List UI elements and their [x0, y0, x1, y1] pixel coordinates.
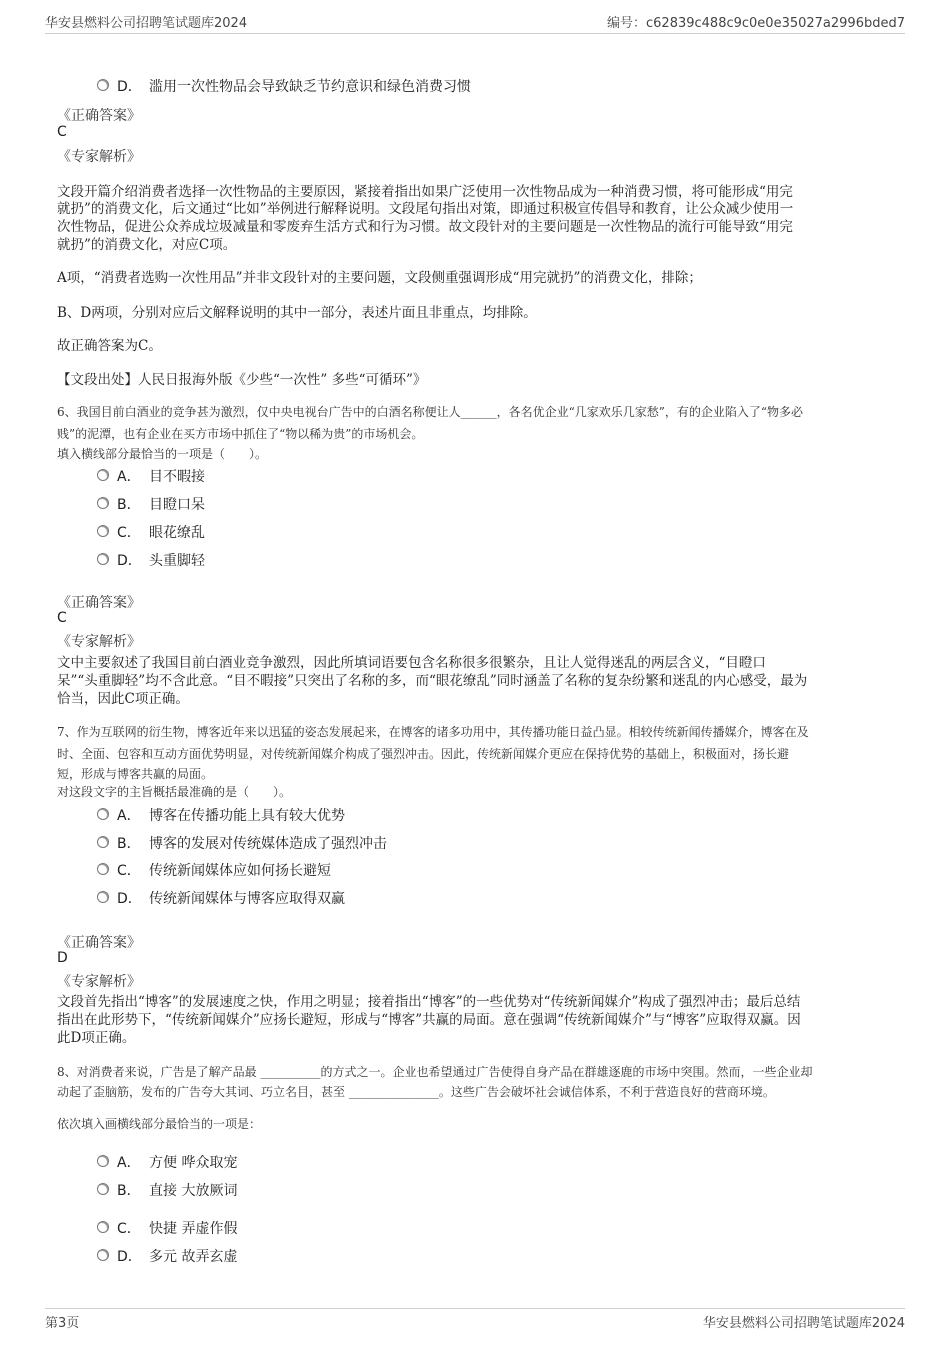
option-text: 直接 大放厥词 [149, 1183, 238, 1199]
option-text: 方便 哗众取宠 [149, 1155, 238, 1171]
radio-icon[interactable] [97, 808, 109, 820]
q5-para-a: A项，“消费者选购一次性用品”并非文段针对的主要问题，文段侧重强调形成“用完就扔”的消费文化，排除； [57, 270, 702, 286]
q7-answer: D [57, 950, 68, 966]
option-letter: A． [117, 808, 141, 824]
q8-stem-line: 动起了歪脑筋，发布的广告夸大其词、巧立名目，甚至 _______________。这些广告会破坏社会诚信体系，不利于营造良好的营商环境。 [57, 1085, 775, 1099]
q6-stem-line: 6、我国目前白酒业的竞争甚为激烈，仅中央电视台广告中的白酒名称便让人______，各名优企业“几家欢乐几家愁”，有的企业陷入了“物多必 [57, 405, 804, 419]
option-letter: B． [117, 497, 141, 513]
q5-answer-label: 《正确答案》 [57, 108, 141, 124]
q7-answer-label: 《正确答案》 [57, 935, 141, 951]
radio-icon[interactable] [97, 1249, 109, 1261]
page-header [45, 12, 905, 32]
radio-icon[interactable] [97, 79, 109, 91]
q7-analysis-line: 文段首先指出“博客”的发展速度之快，作用之明显；接着指出“博客”的一些优势对“传统新闻媒介”构成了强烈冲击；最后总结 [57, 994, 801, 1010]
header-title: 华安县燃料公司招聘笔试题库2024 [45, 16, 248, 31]
header-serial: 编号：c62839c488c9c0e0e35027a2996bded7 [607, 16, 905, 31]
option-text: 传统新闻媒体与博客应取得双赢 [149, 891, 345, 907]
option-text: 目不暇接 [149, 469, 205, 485]
option-letter: A． [117, 1155, 141, 1171]
q7-analysis-line: 指出在此形势下，“传统新闻媒介”应扬长避短，形成与“博客”共赢的局面。意在强调“传统新闻媒介”与“博客”应取得双赢。因 [57, 1012, 801, 1028]
option-text: 多元 故弄玄虚 [149, 1249, 238, 1265]
q6-analysis-label: 《专家解析》 [57, 634, 141, 650]
radio-icon[interactable] [97, 497, 109, 509]
q5-analysis-line: 次性物品，促进公众养成垃圾减量和零废弃生活方式和行为习惯。故文段针对的主要问题是一次性物品的流行可能导致“用完 [57, 219, 793, 235]
radio-icon[interactable] [97, 1155, 109, 1167]
q5-source: 【文段出处】人民日报海外版《少些“一次性” 多些“可循环”》 [57, 372, 427, 388]
page-number: 第3页 [45, 1316, 80, 1331]
option-letter: A． [117, 469, 141, 485]
q7-analysis-line: 此D项正确。 [57, 1030, 136, 1046]
option-letter: D． [117, 1249, 142, 1265]
option-letter: D． [117, 891, 142, 907]
q6-answer: C [57, 610, 67, 626]
option-letter: C． [117, 525, 141, 541]
q6-analysis-line: 文中主要叙述了我国目前白酒业竞争激烈，因此所填词语要包含名称很多很繁杂，且让人觉得迷乱的两层含义，“目瞪口 [57, 655, 766, 671]
header-divider [45, 33, 905, 34]
q5-answer: C [57, 124, 67, 140]
q6-analysis-line: 呆”“头重脚轻”均不含此意。“目不暇接”只突出了名称的多，而“眼花缭乱”同时涵盖了名称的复杂纷繁和迷乱的内心感受，最为 [57, 673, 808, 689]
q8-prompt: 依次填入画横线部分最恰当的一项是： [57, 1117, 262, 1131]
option-text: 头重脚轻 [149, 553, 205, 569]
q7-stem-line: 时、全面、包容和互动方面优势明显，对传统新闻媒介构成了强烈冲击。因此，传统新闻媒介更应在保持优势的基础上，积极面对，扬长避 [57, 747, 790, 761]
q5-analysis-line: 文段开篇介绍消费者选择一次性物品的主要原因，紧接着指出如果广泛使用一次性物品成为一种消费习惯，将可能形成“用完 [57, 184, 793, 200]
option-text: 传统新闻媒体应如何扬长避短 [149, 863, 331, 879]
q6-answer-label: 《正确答案》 [57, 595, 141, 611]
q8-stem-line: 8、对消费者来说，广告是了解产品最 __________的方式之一。企业也希望通过广告使得自身产品在群雄逐鹿的市场中突围。然而，一些企业却 [57, 1065, 813, 1079]
q6-prompt: 填入横线部分最恰当的一项是（ ）。 [57, 447, 268, 461]
q7-stem-line: 短，形成与博客共赢的局面。 [57, 767, 214, 781]
option-text: 博客的发展对传统媒体造成了强烈冲击 [149, 836, 387, 852]
option-text: 滥用一次性物品会导致缺乏节约意识和绿色消费习惯 [149, 79, 471, 95]
radio-icon[interactable] [97, 553, 109, 565]
option-letter: D． [117, 79, 142, 95]
option-letter: C． [117, 863, 141, 879]
radio-icon[interactable] [97, 863, 109, 875]
q5-conclusion: 故正确答案为C。 [57, 338, 162, 354]
option-letter: D． [117, 553, 142, 569]
q7-prompt: 对这段文字的主旨概括最准确的是（ ）。 [57, 785, 292, 799]
option-text: 博客在传播功能上具有较大优势 [149, 808, 345, 824]
radio-icon[interactable] [97, 525, 109, 537]
q5-analysis-line: 就扔”的消费文化，后文通过“比如”举例进行解释说明。文段尾句指出对策，即通过积极宣传倡导和教育，让公众减少使用一 [57, 201, 794, 217]
q5-para-bd: B、D两项，分别对应后文解释说明的其中一部分，表述片面且非重点，均排除。 [57, 305, 537, 321]
footer-divider [45, 1308, 905, 1309]
option-text: 眼花缭乱 [149, 525, 205, 541]
option-text: 目瞪口呆 [149, 497, 205, 513]
radio-icon[interactable] [97, 1183, 109, 1195]
q7-stem-line: 7、作为互联网的衍生物，博客近年来以迅猛的姿态发展起来，在博客的诸多功用中，其传播功能日益凸显。相较传统新闻传播媒介，博客在及 [57, 725, 809, 739]
radio-icon[interactable] [97, 469, 109, 481]
radio-icon[interactable] [97, 836, 109, 848]
q6-analysis-line: 恰当，因此C项正确。 [57, 691, 189, 707]
q5-analysis-line: 就扔”的消费文化，对应C项。 [57, 237, 237, 253]
radio-icon[interactable] [97, 1221, 109, 1233]
option-letter: B． [117, 836, 141, 852]
option-text: 快捷 弄虚作假 [149, 1221, 238, 1237]
q7-analysis-label: 《专家解析》 [57, 974, 141, 990]
q5-analysis-label: 《专家解析》 [57, 149, 141, 165]
option-letter: C． [117, 1221, 141, 1237]
option-letter: B． [117, 1183, 141, 1199]
q6-stem-line: 贱”的泥潭，也有企业在买方市场中抓住了“物以稀为贵”的市场机会。 [57, 427, 424, 441]
footer-title: 华安县燃料公司招聘笔试题库2024 [702, 1316, 905, 1331]
radio-icon[interactable] [97, 891, 109, 903]
